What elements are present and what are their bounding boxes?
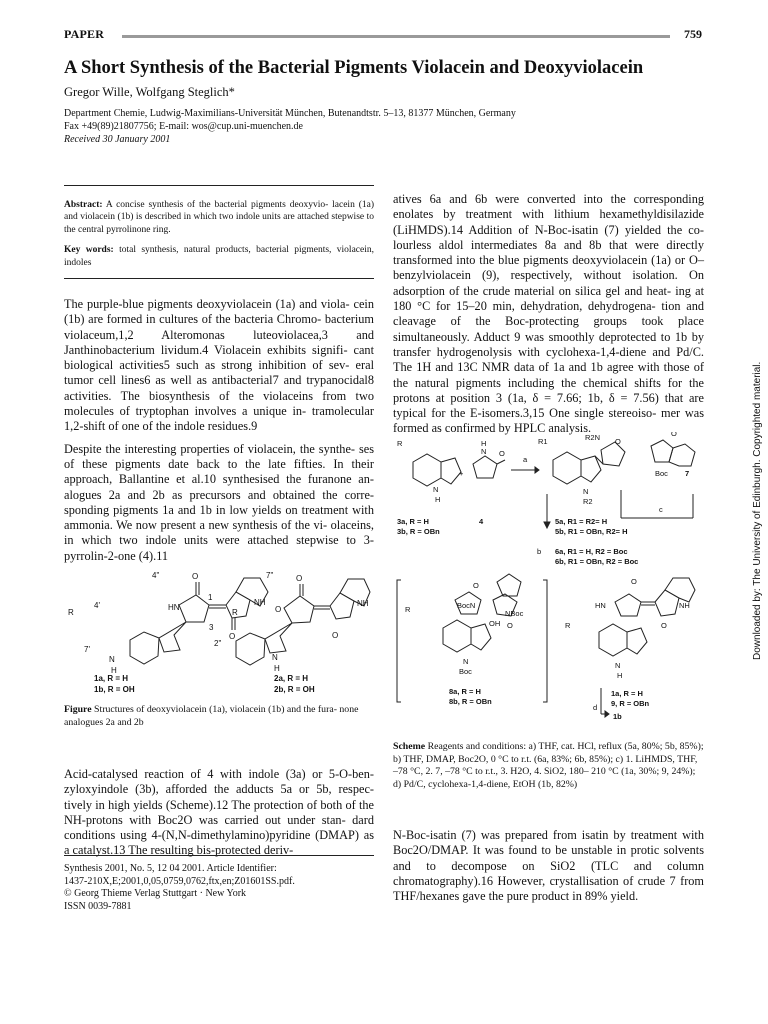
sch-r2n: R2N — [585, 433, 601, 442]
received-date: Received 30 January 2001 — [64, 134, 171, 145]
article-title: A Short Synthesis of the Bacterial Pigments Violacein and Deoxyviolacein — [64, 58, 644, 78]
sch-o-1a: O — [631, 577, 637, 586]
sch-h-3: H — [435, 495, 441, 504]
sch-boc-7: Boc — [655, 469, 668, 478]
s1-r: R — [68, 608, 74, 617]
sch-label-3b: 3b, R = OBn — [397, 527, 440, 536]
scheme-row-2 — [397, 574, 695, 717]
scheme-row-1 — [413, 440, 695, 528]
side-download-note: Downloaded by: The University of Edinburgh. Copyrighted material. — [752, 361, 763, 660]
s1-o-bottom: O — [229, 632, 236, 641]
sch-label-1a: 1a, R = H — [611, 689, 643, 698]
sch-o-4: O — [499, 449, 505, 458]
sch-o-8a: O — [473, 581, 479, 590]
scheme-caption — [393, 741, 704, 791]
s1-caption-b: 1b, R = OH — [94, 685, 135, 694]
s1-pos4: 4' — [94, 601, 100, 610]
sch-r2: R2 — [583, 497, 593, 506]
s1-pos3: 3 — [209, 623, 214, 632]
abstract — [64, 199, 374, 277]
page-number: 759 — [684, 27, 702, 41]
sch-h-4: H — [481, 439, 487, 448]
sch-n-5: N — [583, 487, 589, 496]
sch-oh: OH — [489, 619, 501, 628]
scheme-caption-label: Scheme — [393, 741, 426, 752]
sch-label-9: 9, R = OBn — [611, 699, 650, 708]
paragraph-5: N-Boc-isatin (7) was prepared from isatin by treatment with Boc2O/DMAP. It was found to be unstable in protic solvents and to decompose on SiO2 (TLC and column chromatography).16 However, crystallisation of crude 7 from THF/hexanes gave the pure product in 89% yield. — [393, 828, 704, 904]
sch-n-3: N — [433, 485, 439, 494]
paragraph-4: atives 6a and 6b were converted into the corresponding enolates by treatment with lithium hexamethyldisilazide (LiHMDS).14 Addition of N-Boc-isatin (7) yielded the co- lourless aldol intermediates 8a and 8b that were directly transformed into the blue pigments deoxyviolacein (1a) or O–benzylviolacein (9), respectively, without isolation. On adsorption of the crude material on silica gel and heat- ing at 180 °C for 15–20 min, dehydration, dehydrogena- tion and cleavage of the Boc-protecting groups took place simultaneously. Adduct 9 was smoothly deprotected to 1b by transfer hydrogenolysis with cyclohexa-1,4-diene and Pd/C. The 1H and 13C NMR data of 1a and 1b agree with those of the natural pigments including the chemical shifts for the protons at position 3 (1a, δ = 7.66; 1b, δ = 7.56) that are typical for the E-isomers.3,15 One single stereoiso- mer was formed as confirmed by HPLC analysis. — [393, 192, 704, 436]
footer-line-1: Synthesis 2001, No. 5, 12 04 2001. Article Identifier: — [64, 863, 277, 874]
sch-label-8b: 8b, R = OBn — [449, 697, 492, 706]
sch-o-8b: O — [507, 621, 513, 630]
figure-caption-label: Figure — [64, 704, 92, 715]
s1-n: N — [109, 655, 115, 664]
sch-r-3: R — [397, 439, 403, 448]
s1-hn: HN — [168, 603, 180, 612]
s1-caption-a: 1a, R = H — [94, 674, 129, 683]
sch-label-3a: 3a, R = H — [397, 517, 429, 526]
abstract-bottom-rule — [64, 278, 374, 279]
figure-caption — [64, 704, 374, 729]
sch-n-8: N — [463, 657, 469, 666]
sch-hn-1: HN — [595, 601, 606, 610]
s1-pos7dd: 7" — [266, 571, 274, 580]
footer-line-2: 1437-210X,E;2001,0,05,0759,0762,ftx,en;Z01601SS.pdf. — [64, 875, 295, 887]
header-rule — [122, 35, 670, 38]
s1-pos4dd: 4" — [152, 571, 160, 580]
left-column-bottom — [64, 767, 374, 866]
sch-o-1b: O — [661, 621, 667, 630]
sch-n-1: N — [615, 661, 621, 670]
s2-r: R — [232, 608, 238, 617]
keywords-text: total synthesis, natural products, bacterial pigments, violacein, indoles — [64, 245, 374, 268]
sch-o-5: O — [615, 437, 621, 446]
sch-n-4: N — [481, 447, 487, 456]
sch-step-b: b — [537, 547, 542, 556]
s1-h: H — [111, 666, 117, 675]
figure-structures — [64, 560, 374, 698]
s2-o-ring: O — [275, 605, 282, 614]
abstract-text: A concise synthesis of the bacterial pigments deoxyvio- lacein (1a) and violacein (1b) is described in which two indole units are attached stepwise to the central pyrrolinone ring. — [64, 200, 374, 235]
sch-label-1b: 1b — [613, 712, 622, 721]
affiliation: Department Chemie, Ludwig-Maximilians-Universität München, Butenandtstr. 5–13, 81377 München, Germany — [64, 108, 516, 119]
paragraph-2: Despite the interesting properties of violacein, the synthe- ses of these pigments date back to the late fifties. In their approach, Ballantine et al.10 synthesised the furanone an- alogues 2a and 2b as precursors and obtained the corre- sponding pigments 1a and 1b in low yields on treatment with ammonia. We now present a new synthesis of the vi- olaceins, in which two indole units were attached stepwise to 3-pyrrolin-2-one (4).11 — [64, 441, 374, 563]
contact: Fax +49(89)21807756; E-mail: wos@cup.uni-muenchen.de — [64, 121, 303, 132]
sch-label-7: 7 — [685, 469, 690, 478]
s1-nh: NH — [254, 598, 266, 607]
paragraph-1: The purple-blue pigments deoxyviolacein (1a) and viola- cein (1b) are formed in cultures of the bacteria Chromo- bacterium violaceum,1,2 Alteromonas luteoviolacea,3 and Janthinobacterium lividum.4 Violacein exhibits signifi- cant biological activities5 such as strong inhibition of sev- eral tumor cell lines6 as well as antibacterial7 and trypanocidal8 activities. The biosynthesis of the violaceins from two molecules of tryptophan involves a unique in- tramolecular 1,2-shift of one of the indole residues.9 — [64, 297, 374, 434]
sch-r-8: R — [405, 605, 411, 614]
sch-label-6a: 6a, R1 = H, R2 = Boc — [555, 547, 628, 556]
footer-line-3: © Georg Thieme Verlag Stuttgart · New York — [64, 888, 247, 899]
s2-nh: NH — [357, 599, 369, 608]
abstract-label: Abstract: — [64, 200, 103, 210]
affiliation-block — [64, 107, 704, 146]
sch-step-d: d — [593, 703, 598, 712]
s2-h: H — [274, 664, 280, 673]
structure-2 — [236, 579, 370, 665]
running-header-section: PAPER — [64, 27, 105, 41]
keywords-label: Key words: — [64, 245, 114, 256]
left-column-top — [64, 297, 374, 571]
sch-step-c: c — [659, 505, 663, 514]
s2-caption-b: 2b, R = OH — [274, 685, 315, 694]
sch-h-1: H — [617, 671, 623, 680]
s1-pos7: 7' — [84, 645, 90, 654]
sch-r1: R1 — [538, 437, 548, 446]
sch-nh-1: NH — [679, 601, 690, 610]
structure-1-labels — [68, 571, 273, 694]
s2-o-top: O — [296, 574, 303, 583]
abstract-top-rule — [64, 185, 374, 186]
right-column-top — [393, 192, 704, 444]
s1-o-top: O — [192, 572, 199, 581]
authors: Gregor Wille, Wolfgang Steglich* — [64, 85, 235, 99]
sch-plus: + — [459, 469, 464, 478]
sch-o-7: O — [671, 432, 677, 438]
sch-nboc: NBoc — [505, 609, 524, 618]
sch-bocn: BocN — [457, 601, 476, 610]
sch-label-8a: 8a, R = H — [449, 687, 481, 696]
footer — [64, 863, 384, 913]
scheme-graphic — [393, 432, 704, 732]
s2-o-bottom: O — [332, 631, 339, 640]
right-column-bottom — [393, 828, 704, 911]
scheme-row-1-labels — [397, 432, 689, 566]
s2-n: N — [272, 653, 278, 662]
footer-line-4: ISSN 0039-7881 — [64, 900, 132, 912]
sch-label-4: 4 — [479, 517, 484, 526]
structure-1 — [130, 578, 268, 664]
s1-pos1: 1 — [208, 593, 213, 602]
figure-caption-text: Structures of deoxyviolacein (1a), violacein (1b) and the fura- none analogues 2a and 2b — [64, 704, 359, 728]
sch-step-a: a — [523, 455, 528, 464]
sch-label-5a: 5a, R1 = R2= H — [555, 517, 608, 526]
paragraph-3: Acid-catalysed reaction of 4 with indole (3a) or 5-O-ben- zyloxyindole (3b), afforded the adducts 5a or 5b, respec- tively in high yields (Scheme).12 The protection of both of the NH-protons with Boc2O was carried out under stan- dard conditions using 4-(N,N-dimethylamino)pyridine (DMAP) as a catalyst.13 The resulting bis-protected deriv- — [64, 767, 374, 858]
sch-label-6b: 6b, R1 = OBn, R2 = Boc — [555, 557, 639, 566]
sch-label-5b: 5b, R1 = OBn, R2= H — [555, 527, 628, 536]
sch-boc-8: Boc — [459, 667, 472, 676]
footer-rule — [64, 855, 374, 856]
s1-pos2dd: 2" — [214, 639, 222, 648]
scheme-caption-text: Reagents and conditions: a) THF, cat. HCl, reflux (5a, 80%; 5b, 85%); b) THF, DMAP, Boc2O, 0 °C to r.t. (6a, 83%; 6b, 85%); c) 1. LiHMDS, THF, –78 °C, 2. 7, –78 °C to r.t., 3. H2O, 4. SiO2, 180– 210 °C (1a, 30%; 9, 24%); d) Pd/C, cyclohexa-1,4-diene, EtOH (1b, 82%) — [393, 741, 704, 790]
sch-r-1: R — [565, 621, 571, 630]
s2-caption-a: 2a, R = H — [274, 674, 309, 683]
